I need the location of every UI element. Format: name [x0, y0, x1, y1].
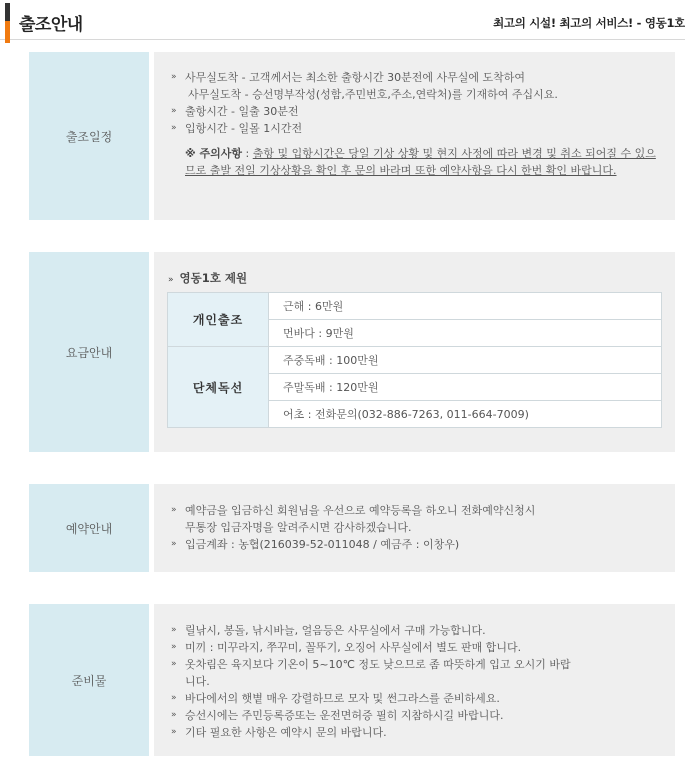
bullet-icon: »	[171, 710, 177, 720]
section-schedule	[29, 52, 675, 220]
list-item: » 릴낚시, 봉돌, 낚시바늘, 얼음등은 사무실에서 구매 가능합니다.	[171, 624, 486, 637]
list-item: » 바다에서의 햇볕 매우 강렬하므로 모자 및 썬그라스를 준비하세요.	[171, 692, 500, 705]
bullet-icon: »	[171, 625, 177, 635]
notice-mark: ※ 주의사항	[185, 147, 243, 160]
section-content-schedule	[154, 52, 675, 220]
list-item: » 승선시에는 주민등록증또는 운전면허증 필히 지참하시길 바랍니다.	[171, 709, 504, 722]
section-label-supplies: 준비물	[29, 604, 149, 756]
bullet-icon: »	[171, 539, 177, 549]
section-label-reservation: 예약안내	[29, 484, 149, 572]
list-item: » 옷차림은 육지보다 기온이 5~10℃ 정도 낮으므로 좀 따뜻하게 입고 오시기 바랍	[171, 658, 571, 671]
section-content-supplies	[154, 604, 675, 756]
fee-table	[167, 292, 662, 428]
fees-title: » 영동1호 제원	[168, 271, 248, 285]
fee-cell: 먼바다 : 9만원	[269, 320, 662, 347]
notice-text: ※ 주의사항 : 출항 및 입항시간은 당일 기상 상황 및 현지 사정에 따라 변경 및 취소 되어질 수 있으므로 출발 전일 기상상황을 확인 후 문의 바라며 또한 예약사항을 다시 한번 확인 바랍니다.	[185, 147, 656, 177]
list-item: » 입금계좌 : 농협(216039-52-011048 / 예금주 : 이창우)	[171, 538, 460, 551]
title-accent-bar	[5, 3, 10, 43]
bullet-icon: »	[171, 693, 177, 703]
list-item: » 예약금을 입금하신 회원님을 우선으로 예약등록을 하오니 전화예약신청시	[171, 504, 536, 517]
fee-group-name: 단체독선	[168, 347, 269, 428]
bullet-icon: »	[171, 659, 177, 669]
section-supplies	[29, 604, 675, 756]
header-slogan: 최고의 시설! 최고의 서비스! - 영동1호	[493, 16, 685, 30]
section-content-fees	[154, 252, 675, 452]
fee-cell: 근해 : 6만원	[269, 293, 662, 320]
section-label-schedule: 출조일정	[29, 52, 149, 220]
list-item: 무통장 입금자명을 알려주시면 감사하겠습니다.	[185, 521, 412, 534]
list-item: » 출항시간 - 일출 30분전	[171, 105, 299, 118]
list-item: » 미끼 : 미꾸라지, 쭈꾸미, 꼴뚜기, 오징어 사무실에서 별도 판매 합니다.	[171, 641, 522, 654]
list-item: » 입항시간 - 일몰 1시간전	[171, 122, 303, 135]
table-row	[168, 293, 662, 320]
bullet-icon: »	[171, 505, 177, 515]
bullet-icon: »	[168, 275, 174, 285]
list-item: 니다.	[185, 675, 210, 688]
page-header	[0, 0, 685, 40]
bullet-icon: »	[171, 123, 177, 133]
section-label-fees: 요금안내	[29, 252, 149, 452]
fee-group-name: 개인출조	[168, 293, 269, 347]
fee-cell: 주말독배 : 120만원	[269, 374, 662, 401]
section-fees	[29, 252, 675, 452]
page-title: 출조안내	[19, 15, 83, 35]
bullet-icon: »	[171, 106, 177, 116]
section-content-reservation	[154, 484, 675, 572]
bullet-icon: »	[171, 642, 177, 652]
section-reservation	[29, 484, 675, 572]
list-item: » 사무실도착 - 고객께서는 최소한 출항시간 30분전에 사무실에 도착하여	[171, 71, 525, 84]
fee-cell: 주중독배 : 100만원	[269, 347, 662, 374]
table-row	[168, 347, 662, 374]
fee-cell: 어초 : 전화문의(032-886-7263, 011-664-7009)	[269, 401, 662, 428]
bullet-icon: »	[171, 72, 177, 82]
bullet-icon: »	[171, 727, 177, 737]
list-item: 사무실도착 - 승선명부작성(성함,주민번호,주소,연락처)를 기재하여 주십시요.	[188, 88, 558, 101]
list-item: » 기타 필요한 사항은 예약시 문의 바랍니다.	[171, 726, 387, 739]
